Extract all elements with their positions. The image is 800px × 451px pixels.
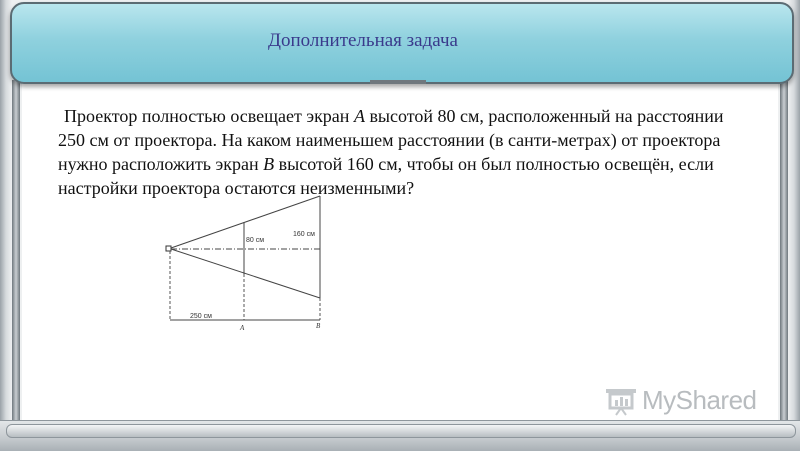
- screen-a-label: A: [353, 106, 365, 126]
- right-rail: [780, 80, 788, 420]
- screen-b-label: B: [263, 154, 275, 174]
- label-250: 250 см: [190, 313, 212, 320]
- beam-lower: [171, 249, 320, 298]
- watermark: [604, 385, 757, 416]
- page-title: Дополнительная задача: [268, 30, 458, 51]
- projector-icon: [166, 246, 171, 251]
- watermark-text: MyShared: [642, 385, 757, 415]
- label-160: 160 см: [293, 231, 315, 238]
- label-b: B: [316, 322, 321, 330]
- projector-diagram: [160, 192, 340, 340]
- problem-part-2: высотой 80 см, расположенный на расстоянии 250 см от проектора. На каком наименьшем расстоянии (в санти-метрах) от проектора нужно расположить экран: [58, 106, 724, 174]
- problem-part-1: Проектор полностью освещает экран: [64, 106, 354, 126]
- label-80: 80 см: [246, 237, 265, 244]
- left-rail: [12, 80, 20, 420]
- board-ledge: [6, 424, 796, 438]
- problem-text: [58, 104, 738, 200]
- presentation-icon: [604, 386, 638, 416]
- banner-hook: [370, 80, 426, 84]
- label-a: A: [240, 324, 245, 332]
- problem-part-3: высотой 160 см, чтобы он был полностью освещён, если настройки проектора остаются неизменными?: [58, 154, 714, 198]
